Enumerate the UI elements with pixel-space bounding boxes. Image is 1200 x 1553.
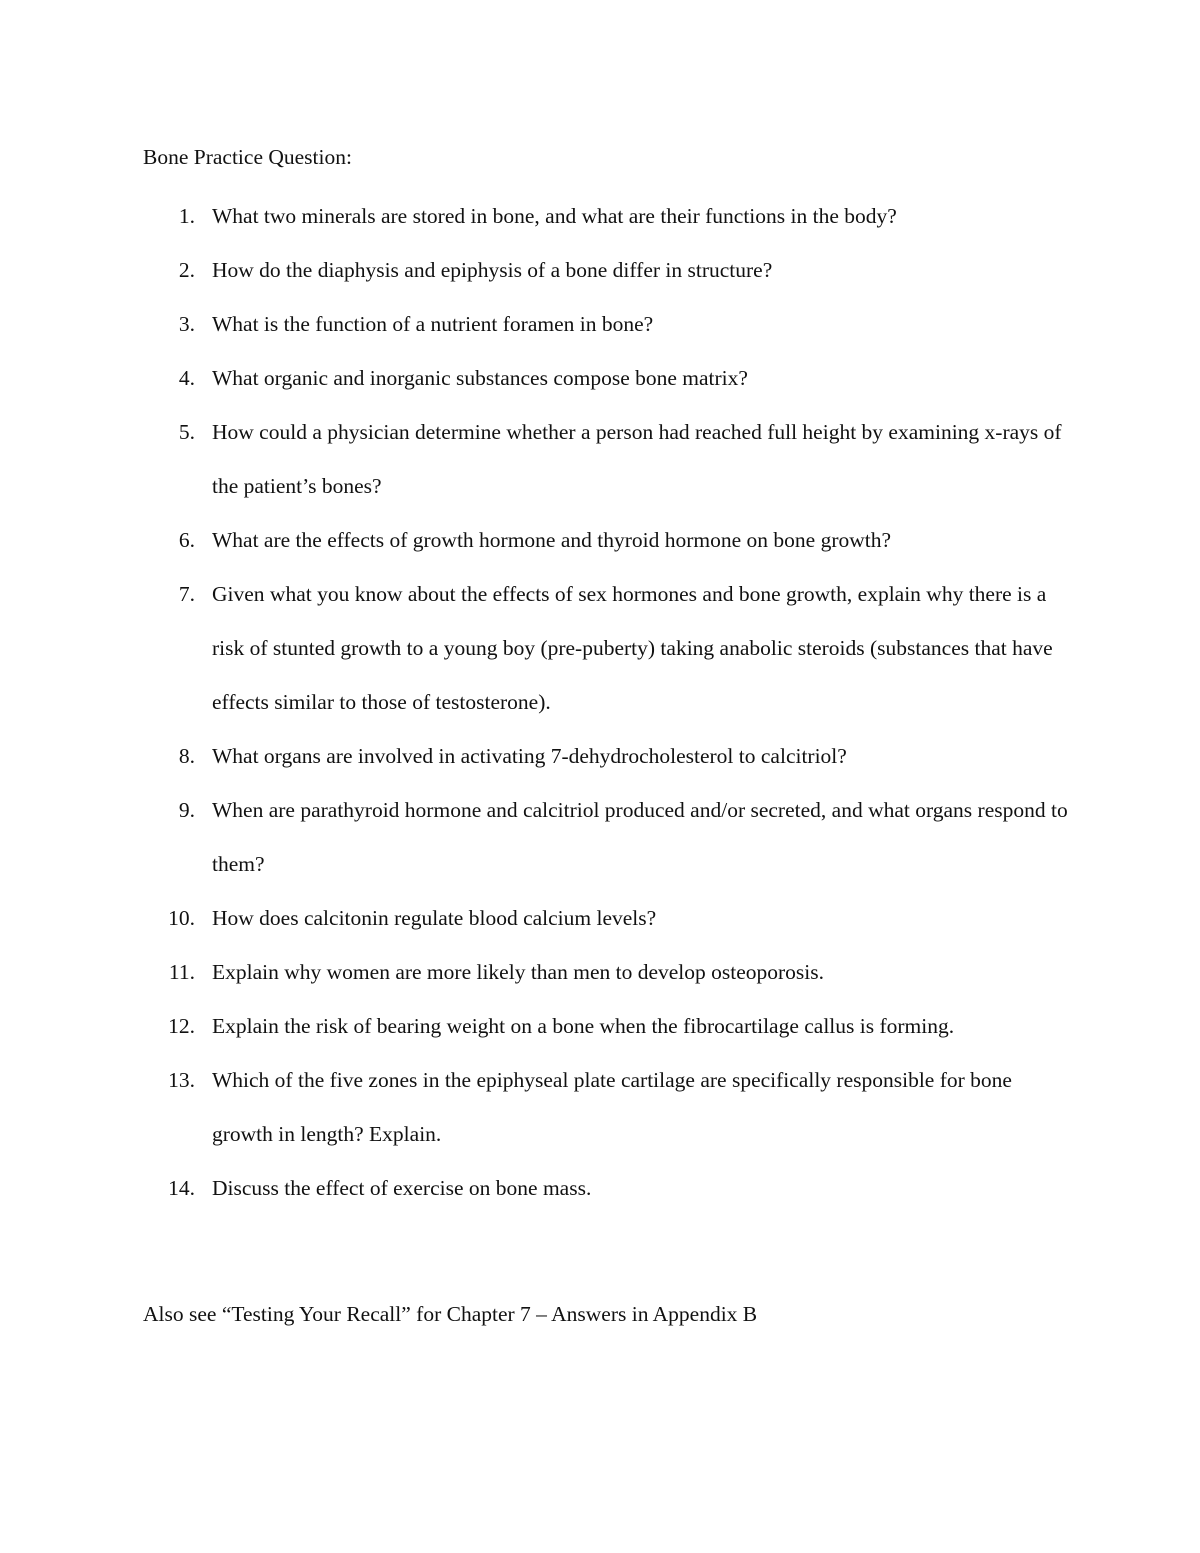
page-heading: Bone Practice Question: <box>143 145 352 169</box>
question-item <box>0 1161 1200 1215</box>
question-number: 4. <box>178 366 195 390</box>
question-number: 2. <box>178 258 195 282</box>
question-text: What is the function of a nutrient foramen in bone? <box>212 312 654 336</box>
question-number: 8. <box>178 744 195 768</box>
question-text: How could a physician determine whether a person had reached full height by examining x-rays of the patient’s bones? <box>212 420 1062 498</box>
question-text: Explain why women are more likely than men to develop osteoporosis. <box>212 960 825 984</box>
question-list <box>0 189 1200 1215</box>
question-text: Which of the five zones in the epiphyseal plate cartilage are specifically responsible for bone growth in length? Explain. <box>212 1068 1012 1146</box>
question-item <box>0 891 1200 945</box>
question-item <box>0 513 1200 567</box>
footer-note: Also see “Testing Your Recall” for Chapter 7 – Answers in Appendix B <box>143 1302 758 1326</box>
question-number: 14. <box>168 1176 195 1200</box>
question-number: 12. <box>168 1014 195 1038</box>
question-number: 11. <box>168 960 195 984</box>
question-number: 7. <box>178 582 195 606</box>
question-item <box>0 351 1200 405</box>
question-number: 13. <box>168 1068 195 1092</box>
question-number: 1. <box>178 204 195 228</box>
question-number: 5. <box>178 420 195 444</box>
question-text: What organic and inorganic substances compose bone matrix? <box>212 366 748 390</box>
question-item <box>0 945 1200 999</box>
question-text: Given what you know about the effects of sex hormones and bone growth, explain why there is a risk of stunted growth to a young boy (pre-puberty) taking anabolic steroids (substances that have effects similar to those of testosterone). <box>212 582 1053 714</box>
question-number: 10. <box>168 906 195 930</box>
question-text: What organs are involved in activating 7-dehydrocholesterol to calcitriol? <box>212 744 847 768</box>
question-text: What are the effects of growth hormone and thyroid hormone on bone growth? <box>212 528 892 552</box>
question-item <box>0 783 1200 891</box>
question-number: 3. <box>178 312 195 336</box>
question-text: When are parathyroid hormone and calcitriol produced and/or secreted, and what organs respond to them? <box>212 798 1068 876</box>
question-text: What two minerals are stored in bone, and what are their functions in the body? <box>212 204 897 228</box>
question-text: How do the diaphysis and epiphysis of a bone differ in structure? <box>212 258 773 282</box>
question-item <box>0 405 1200 513</box>
question-item <box>0 189 1200 243</box>
question-item <box>0 729 1200 783</box>
question-text: How does calcitonin regulate blood calcium levels? <box>212 906 657 930</box>
question-item <box>0 297 1200 351</box>
question-item <box>0 243 1200 297</box>
question-number: 9. <box>178 798 195 822</box>
question-item <box>0 567 1200 729</box>
question-text: Discuss the effect of exercise on bone mass. <box>212 1176 592 1200</box>
question-item <box>0 1053 1200 1161</box>
question-text: Explain the risk of bearing weight on a bone when the fibrocartilage callus is forming. <box>212 1014 955 1038</box>
question-item <box>0 999 1200 1053</box>
question-number: 6. <box>178 528 195 552</box>
